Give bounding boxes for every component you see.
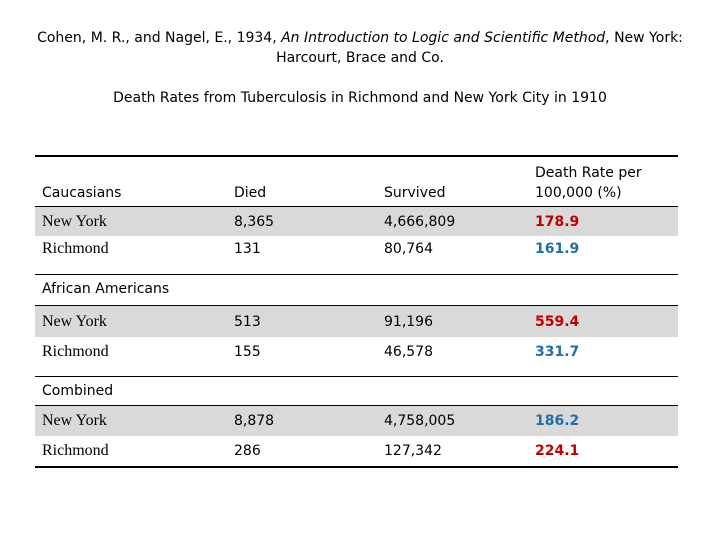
citation-location: , New York:	[605, 30, 683, 46]
table-row	[35, 436, 678, 468]
citation-book-title: An Introduction to Logic and Scientific Method	[281, 30, 606, 46]
city-cell: New York	[42, 412, 107, 429]
citation	[20, 28, 700, 68]
died-cell: 8,878	[234, 413, 275, 429]
death-rate-cell: 224.1	[535, 443, 580, 459]
section-label-caucasians: Caucasians	[42, 185, 122, 201]
survived-cell: 127,342	[384, 443, 442, 459]
death-rate-table	[35, 155, 678, 468]
section-header-row	[35, 377, 678, 405]
city-cell: Richmond	[42, 442, 109, 459]
table-header-row	[35, 155, 678, 206]
section-label-african-americans: African Americans	[42, 281, 170, 297]
survived-cell: 4,758,005	[384, 413, 456, 429]
died-cell: 131	[234, 241, 261, 257]
survived-cell: 4,666,809	[384, 213, 456, 230]
city-cell: New York	[42, 312, 107, 330]
died-cell: 155	[234, 344, 261, 360]
column-header-survived: Survived	[384, 185, 446, 201]
section-label-combined: Combined	[42, 383, 114, 399]
table-row	[35, 305, 678, 337]
citation-authors: Cohen, M. R., and Nagel, E., 1934,	[37, 30, 282, 46]
citation-line-1	[20, 28, 700, 48]
survived-cell: 46,578	[384, 344, 433, 360]
death-rate-cell: 559.4	[535, 313, 580, 330]
survived-cell: 80,764	[384, 241, 433, 257]
table-row	[35, 236, 678, 275]
death-rate-cell: 186.2	[535, 413, 580, 429]
city-cell: Richmond	[42, 343, 109, 360]
survived-cell: 91,196	[384, 313, 433, 330]
died-cell: 286	[234, 443, 261, 459]
table-row	[35, 405, 678, 436]
died-cell: 8,365	[234, 213, 275, 230]
table-row	[35, 206, 678, 236]
table-title: Death Rates from Tuberculosis in Richmond and New York City in 1910	[113, 90, 607, 106]
column-header-died: Died	[234, 185, 267, 201]
citation-publisher: Harcourt, Brace and Co.	[276, 50, 444, 66]
death-rate-cell: 178.9	[535, 213, 580, 230]
city-cell: New York	[42, 212, 107, 230]
died-cell: 513	[234, 313, 261, 330]
column-header-death-rate	[535, 157, 642, 206]
table-row	[35, 337, 678, 377]
death-rate-cell: 331.7	[535, 344, 580, 360]
column-header-death-rate-line1: Death Rate per	[535, 165, 642, 181]
city-cell: Richmond	[42, 240, 109, 257]
death-rate-cell: 161.9	[535, 241, 580, 257]
column-header-death-rate-line2: 100,000 (%)	[535, 185, 622, 201]
section-header-row	[35, 275, 678, 305]
